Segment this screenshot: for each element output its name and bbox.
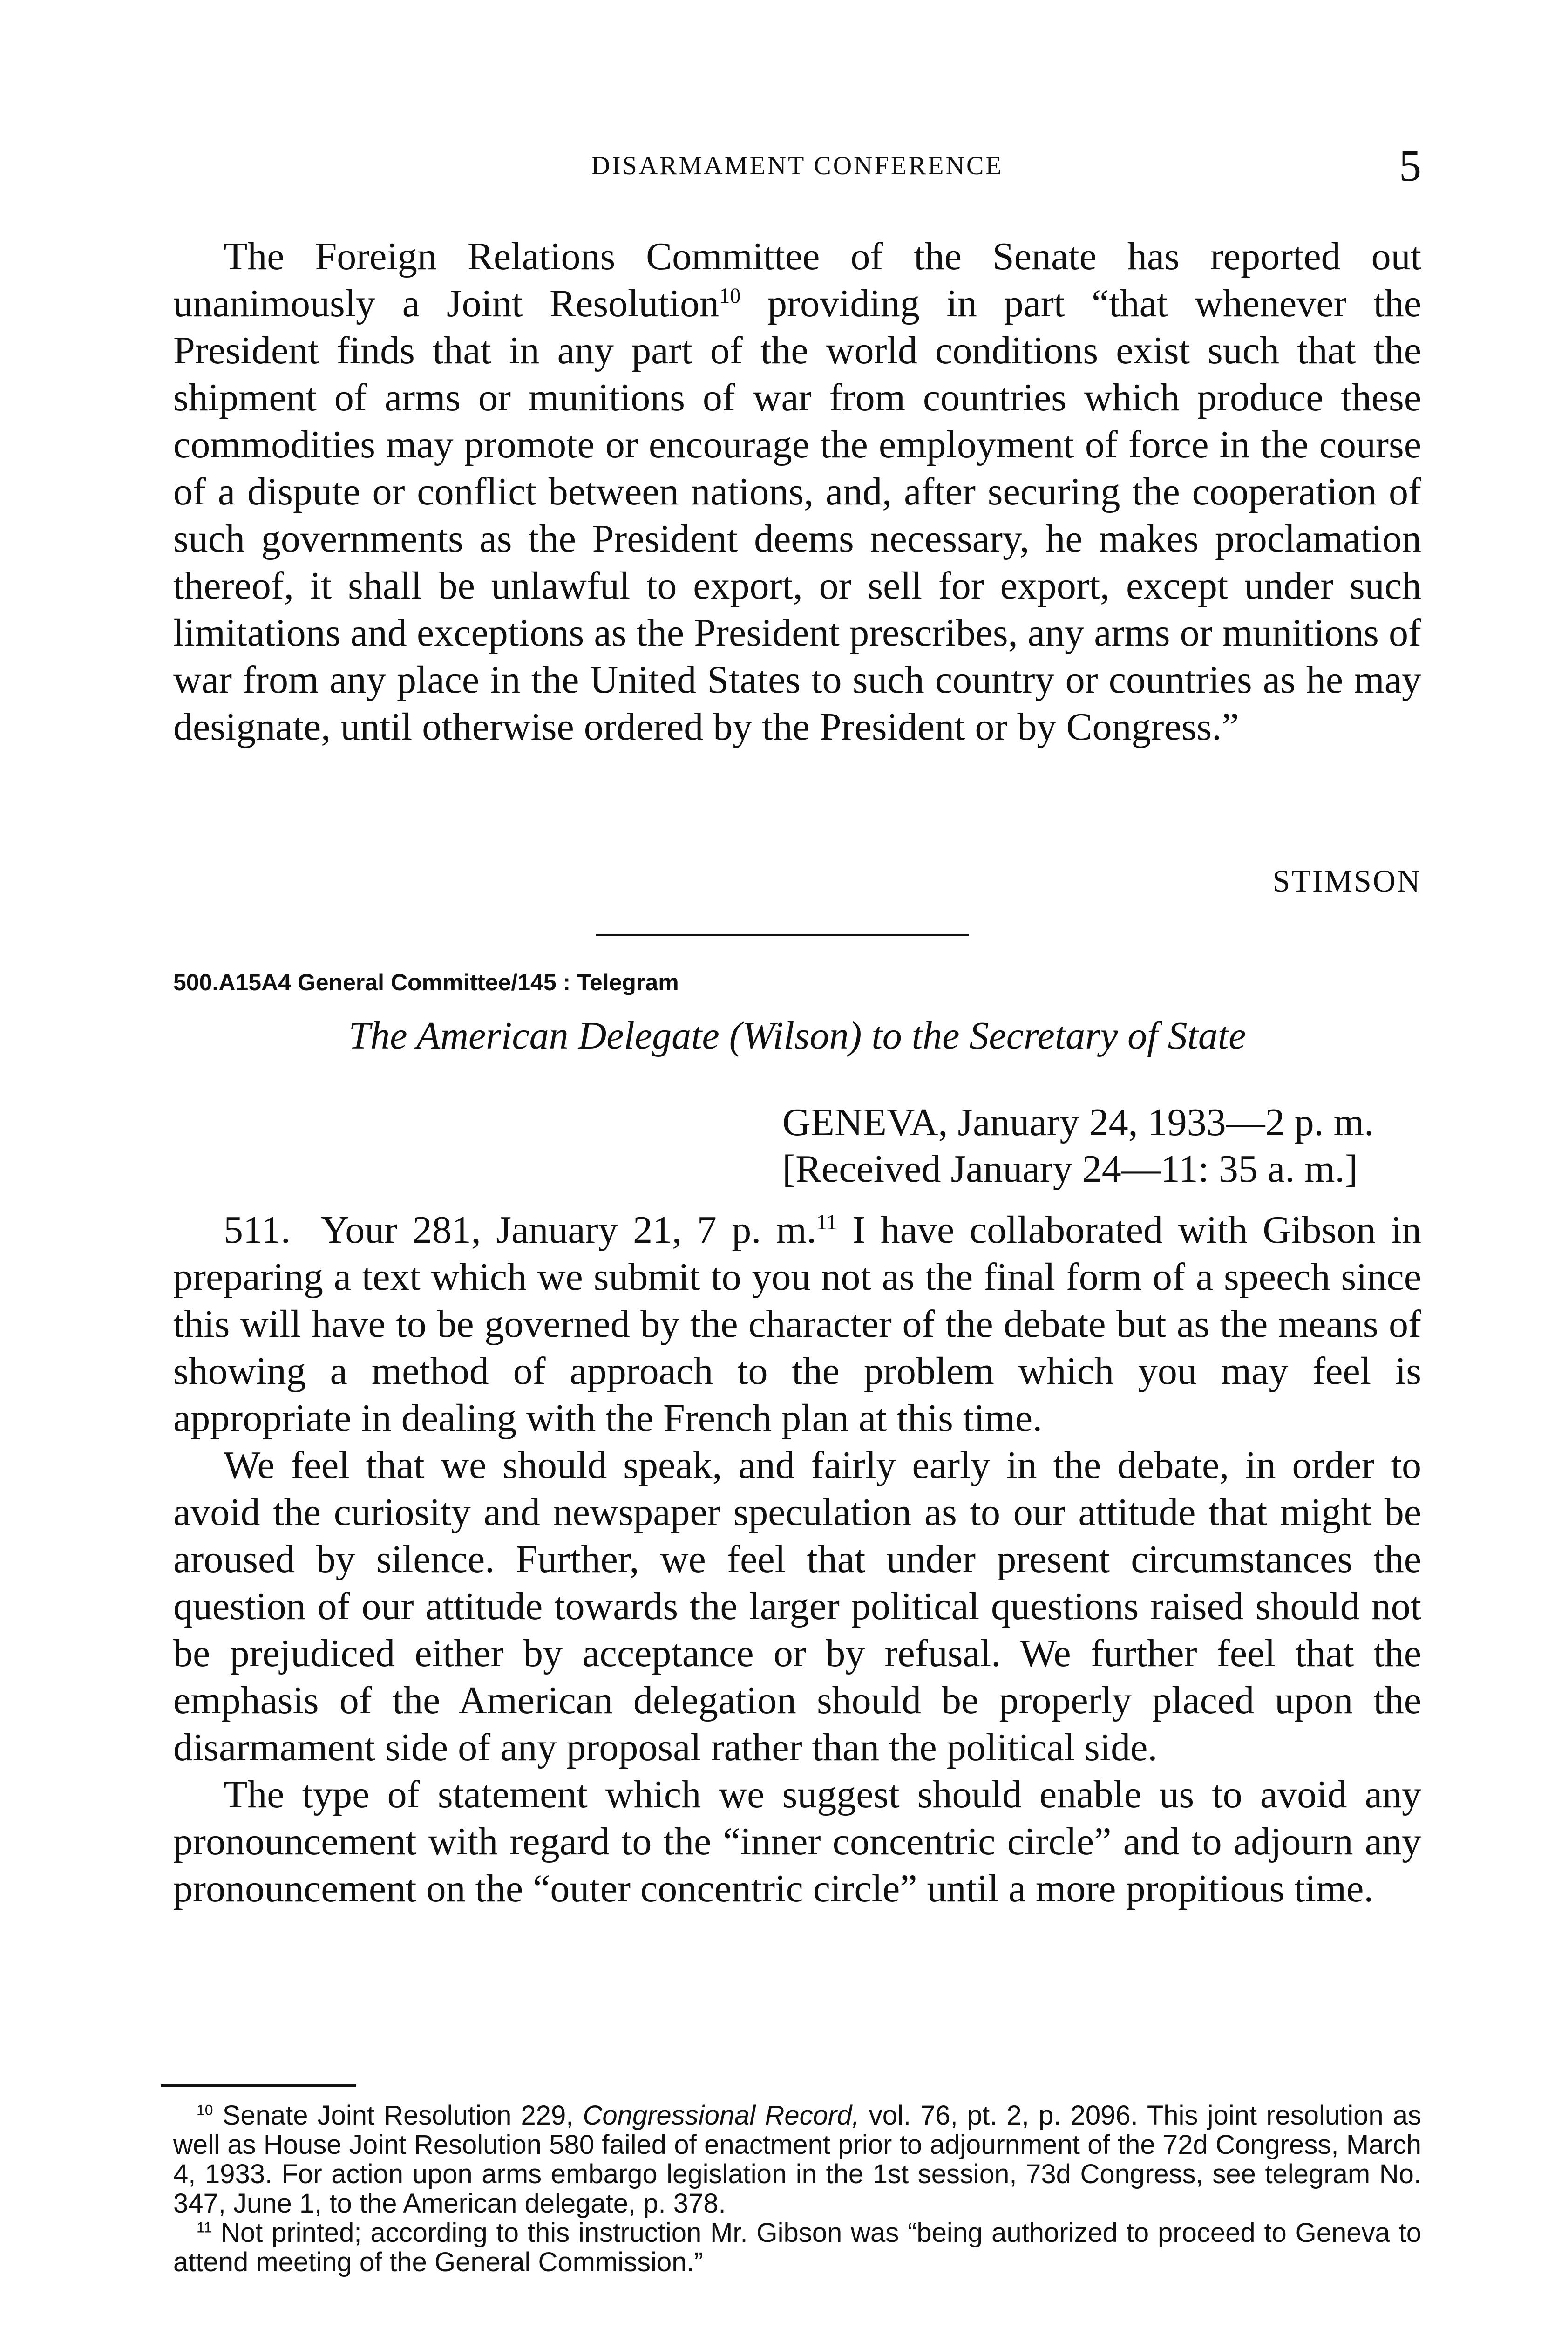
doc1-paragraph-text: The Foreign Relations Committee of the Senate has reported out unanimously a Joint Resolution [173, 235, 1421, 325]
document-title: The American Delegate (Wilson) to the Secretary of State [348, 1014, 1246, 1057]
footnote-separator [161, 2084, 356, 2087]
received-line: [Received January 24—11: 35 a. m.] [782, 1147, 1358, 1191]
doc2-body [173, 1206, 1421, 1912]
document-title-block [173, 1013, 1421, 1058]
signature-block [173, 863, 1421, 899]
footnote-ref-10: 10 [719, 284, 741, 307]
doc1-paragraph [173, 233, 1421, 750]
message-number: 511. [224, 1208, 291, 1252]
footnote-11 [173, 2218, 1421, 2277]
signature: STIMSON [1272, 863, 1421, 899]
doc2-paragraph-1-text: Your 281, January 21, 7 p. m. [321, 1208, 817, 1252]
doc2-paragraph-1 [173, 1206, 1421, 1442]
footnote-italic-text: Congressional Record, [583, 2100, 860, 2131]
footnote-marker: 10 [197, 2101, 213, 2118]
doc1-paragraph-text-cont: providing in part “that whenever the President finds that in any part of the world conditions exist such that the shipment of arms or munitions of war from countries which produce these commodities may promote or encourage the employment of force in the course of a dispute or conflict between nations, and, after securing the cooperation of such governments as the President deems necessary, he makes proclamation thereof, it shall be unlawful to export, or sell for export, except under such limitations and exceptions as the President prescribes, any arms or munitions of war from any place in the United States to such country or countries as he may designate, until otherwise ordered by the President or by Congress.” [173, 282, 1421, 749]
doc2-paragraph-3: The type of statement which we suggest should enable us to avoid any pronouncement with regard to the “inner concentric circle” and to adjourn any pronouncement on the “outer concentric circle” until a more propitious time. [173, 1773, 1421, 1910]
running-head [173, 140, 1421, 191]
doc1-body [173, 233, 1421, 750]
footnote-text-cont: vol. 76, pt. 2, p. 2096. This joint resolution as well as House Joint Resolution 580 failed of enactment prior to adjournment of the 72d Congress, March 4, 1933. For action upon arms embargo legislation in the 1st session, 73d Congress, see telegram No. 347, June 1, to the American delegate, p. 378. [173, 2100, 1422, 2219]
footnotes [173, 2101, 1421, 2277]
dateline: GENEVA, January 24, 1933—2 p. m. [782, 1101, 1374, 1144]
dateline-block [782, 1099, 1421, 1192]
doc2-paragraph-1-text-cont: I have collaborated with Gibson in preparing a text which we submit to you not as the final form of a speech since this will have to be governed by the character of the debate but as the means of showing a method of approach to the problem which you may feel is appropriate in dealing with the French plan at this time. [173, 1208, 1422, 1440]
footnote-10 [173, 2101, 1421, 2218]
running-title: DISARMAMENT CONFERENCE [591, 151, 1004, 180]
doc2-paragraph-2: We feel that we should speak, and fairly early in the debate, in order to avoid the curiosity and newspaper speculation as to our attitude that might be aroused by silence. Further, we feel that under present circumstances the question of our attitude towards the larger political questions raised should not be prejudiced either by acceptance or by refusal. We further feel that the emphasis of the American delegation should be properly placed upon the disarmament side of any proposal rather than the political side. [173, 1444, 1421, 1769]
document-separator [596, 934, 969, 936]
file-reference-block [173, 969, 1421, 996]
footnote-text: Senate Joint Resolution 229, [213, 2100, 583, 2131]
footnote-marker: 11 [197, 2219, 212, 2236]
file-reference: 500.A15A4 General Committee/145 : Telegram [173, 969, 679, 995]
page-number: 5 [1399, 141, 1421, 191]
footnote-text: Not printed; according to this instruction Mr. Gibson was “being authorized to proceed to Geneva to attend meeting of the General Commission.” [173, 2218, 1421, 2277]
footnote-ref-11: 11 [816, 1210, 837, 1234]
